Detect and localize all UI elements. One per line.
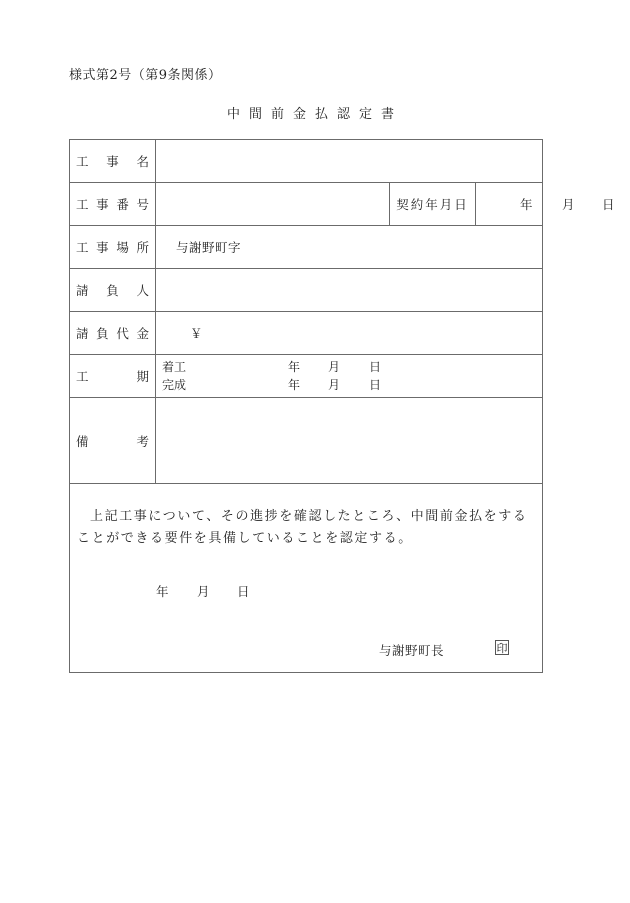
label-char: 名	[136, 154, 149, 169]
period-end-year: 年	[288, 378, 301, 392]
period-end-month: 月	[328, 378, 341, 392]
row-construction-period	[70, 355, 542, 398]
period-end-line[interactable]	[162, 376, 462, 394]
period-end-day: 日	[369, 378, 382, 392]
remarks-field[interactable]	[156, 398, 542, 483]
issuer-name: 与謝野町長	[379, 643, 445, 658]
label-char: 工	[76, 154, 89, 169]
yen-sign: ￥	[190, 326, 203, 341]
row-construction-location	[70, 226, 542, 269]
cert-day-label: 日	[237, 584, 250, 599]
period-start-day: 日	[369, 360, 382, 374]
contractor-field[interactable]	[156, 269, 542, 311]
label-construction-number	[70, 183, 156, 225]
construction-period-field[interactable]	[156, 355, 542, 397]
label-char: 人	[136, 283, 149, 298]
label-char: 請	[76, 326, 89, 341]
label-contractor	[70, 269, 156, 311]
contract-month-label: 月	[562, 197, 575, 212]
label-char: 備	[76, 433, 89, 449]
label-char: 工	[76, 369, 89, 384]
label-char: 代	[116, 326, 129, 341]
construction-name-field[interactable]	[156, 140, 542, 182]
contract-year-label: 年	[520, 197, 533, 212]
location-prefix: 与謝野町字	[176, 240, 242, 255]
document-title: 中間前金払認定書	[226, 107, 403, 122]
label-construction-location	[70, 226, 156, 268]
period-start-month: 月	[328, 360, 341, 374]
label-char: 号	[136, 197, 149, 212]
label-char: 考	[136, 433, 149, 449]
label-remarks	[70, 398, 156, 483]
label-char: 番	[116, 197, 129, 212]
construction-location-field[interactable]	[156, 226, 542, 268]
certification-form-table	[69, 139, 615, 673]
label-char: 事	[96, 197, 109, 212]
row-contract-amount	[70, 312, 542, 355]
period-start-line[interactable]	[162, 358, 462, 376]
label-char: 請	[76, 283, 89, 298]
period-start-year: 年	[288, 360, 301, 374]
contract-date-field[interactable]	[476, 183, 615, 225]
contract-amount-field[interactable]	[156, 312, 542, 354]
certification-block	[70, 484, 542, 674]
row-contractor	[70, 269, 542, 312]
label-char: 場	[116, 240, 129, 255]
seal-stamp-icon: 印	[496, 642, 508, 655]
row-remarks	[70, 398, 542, 484]
cert-year-label: 年	[156, 584, 169, 599]
label-char: 工	[76, 240, 89, 255]
label-construction-period	[70, 355, 156, 397]
period-start-label: 着工	[162, 360, 187, 374]
label-char: 工	[76, 197, 89, 212]
period-end-label: 完成	[162, 378, 187, 392]
label-char: 負	[106, 283, 119, 298]
contract-day-label: 日	[602, 197, 615, 212]
construction-number-field[interactable]	[156, 183, 615, 225]
label-contract-date: 契約年月日	[389, 183, 476, 225]
label-char: 所	[136, 240, 149, 255]
label-char: 金	[136, 326, 149, 341]
cert-month-label: 月	[197, 584, 210, 599]
label-char: 期	[136, 369, 149, 384]
label-char: 事	[106, 154, 119, 169]
label-char: 事	[96, 240, 109, 255]
label-char: 負	[96, 326, 109, 341]
certification-statement: 上記工事について、その進捗を確認したところ、中間前金払をすることができる要件を具備していることを認定する。	[77, 509, 528, 546]
row-construction-name	[70, 140, 542, 183]
row-construction-number	[70, 183, 615, 226]
label-contract-amount	[70, 312, 156, 354]
label-construction-name	[70, 140, 156, 182]
form-number: 様式第2号（第9条関係）	[69, 68, 222, 83]
